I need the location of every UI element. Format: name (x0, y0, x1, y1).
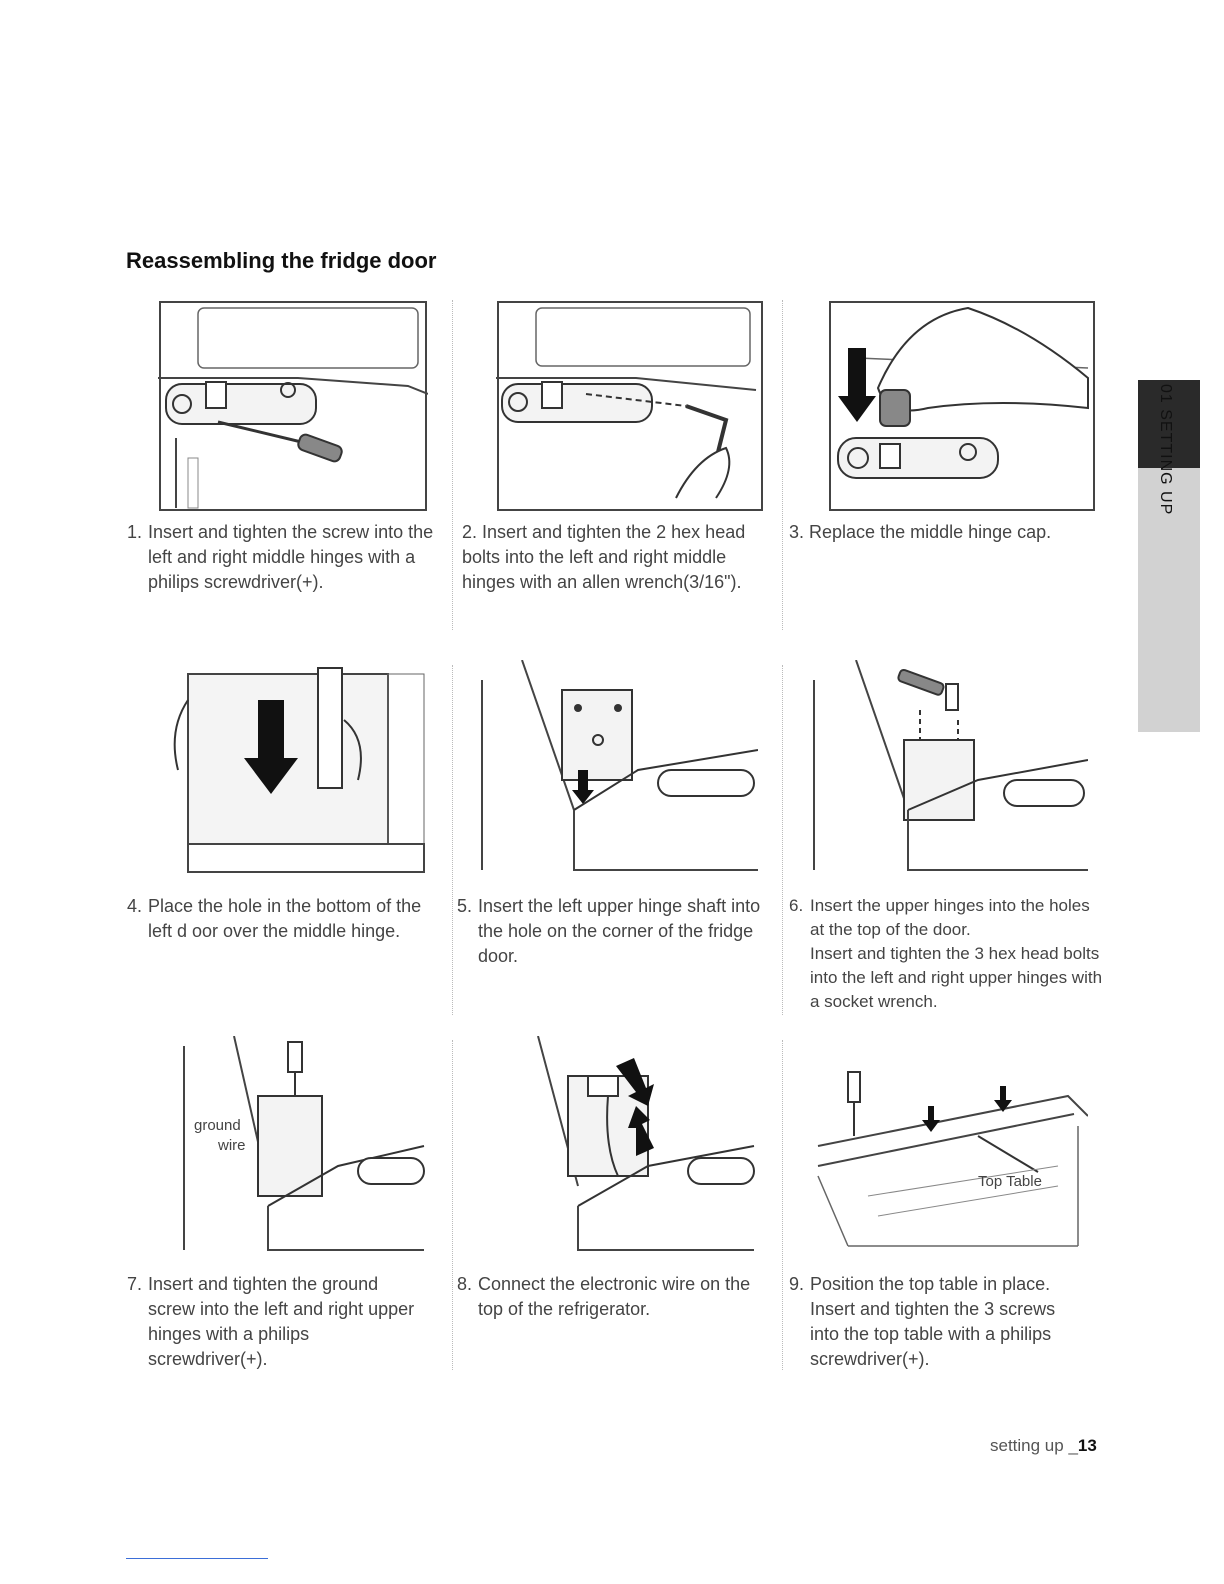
page-number: 13 (1077, 1436, 1097, 1455)
column-divider (452, 665, 454, 1015)
step-3-caption (789, 520, 1109, 545)
step-1-illustration (148, 298, 428, 514)
step-5-caption (457, 894, 773, 969)
step-5-text: Insert the left upper hinge shaft into the hole on the corner of the fridge door. (478, 896, 761, 966)
step-2-caption (462, 520, 778, 595)
step-4-number: 4. (127, 896, 143, 916)
step-9-caption (789, 1272, 1089, 1372)
ground-wire-label-line1: ground (194, 1117, 241, 1134)
step-6-caption (789, 894, 1107, 1014)
column-divider (782, 665, 784, 1015)
step-3-text: 3. Replace the middle hinge cap. (789, 522, 1052, 542)
step-1-text: Insert and tighten the screw into the left and right middle hinges with a philips screwdriver(+). (148, 522, 434, 592)
step-3-illustration (818, 298, 1098, 514)
column-divider (452, 1040, 454, 1370)
bottom-rule (126, 1558, 268, 1559)
step-5-number: 5. (457, 896, 473, 916)
page-footer (990, 1436, 1097, 1456)
column-divider (782, 1040, 784, 1370)
side-tab-label: 01 SETTING UP (1157, 384, 1174, 516)
step-8-number: 8. (457, 1274, 473, 1294)
page-title: Reassembling the fridge door (126, 248, 437, 273)
top-table-label: Top Table (978, 1173, 1042, 1190)
column-divider (782, 300, 784, 630)
step-4-caption (127, 894, 427, 944)
step-4-text: Place the hole in the bottom of the left d oor over the middle hinge. (148, 896, 422, 941)
step-1-number: 1. (127, 522, 143, 542)
step-8-text: Connect the electronic wire on the top of the refrigerator. (478, 1274, 751, 1319)
column-divider (452, 300, 454, 630)
step-6-illustration (808, 660, 1088, 876)
screwdriver-icon (848, 1072, 860, 1136)
step-7-caption (127, 1272, 427, 1372)
socket-wrench-icon (897, 669, 958, 710)
step-7-illustration (148, 1036, 428, 1252)
footer-label: setting up _ (990, 1436, 1078, 1455)
step-2-text: 2. Insert and tighten the 2 hex head bolts into the left and right middle hinges with an allen wrench(3/16"). (462, 522, 746, 592)
step-4-illustration (148, 660, 428, 876)
step-8-caption (457, 1272, 763, 1322)
step-9-text: Position the top table in place. Insert and tighten the 3 screws into the top table with a philips screwdriver(+). (810, 1274, 1056, 1369)
step-9-number: 9. (789, 1274, 805, 1294)
step-6-number: 6. (789, 896, 804, 915)
step-6-text: Insert the upper hinges into the holes at the top of the door. (810, 896, 1090, 939)
step-5-illustration (478, 660, 758, 876)
step-8-illustration (478, 1036, 758, 1252)
step-7-number: 7. (127, 1274, 143, 1294)
step-6-text-2: Insert and tighten the 3 hex head bolts into the left and right upper hinges with a socket wrench. (810, 944, 1103, 1011)
step-1-caption (127, 520, 437, 595)
ground-wire-label-line2: wire (218, 1137, 246, 1154)
screwdriver-icon (297, 433, 344, 463)
step-9-illustration (808, 1036, 1088, 1252)
step-2-illustration (486, 298, 766, 514)
step-7-text: Insert and tighten the ground screw into the left and right upper hinges with a philips screwdriver(+). (148, 1274, 415, 1369)
